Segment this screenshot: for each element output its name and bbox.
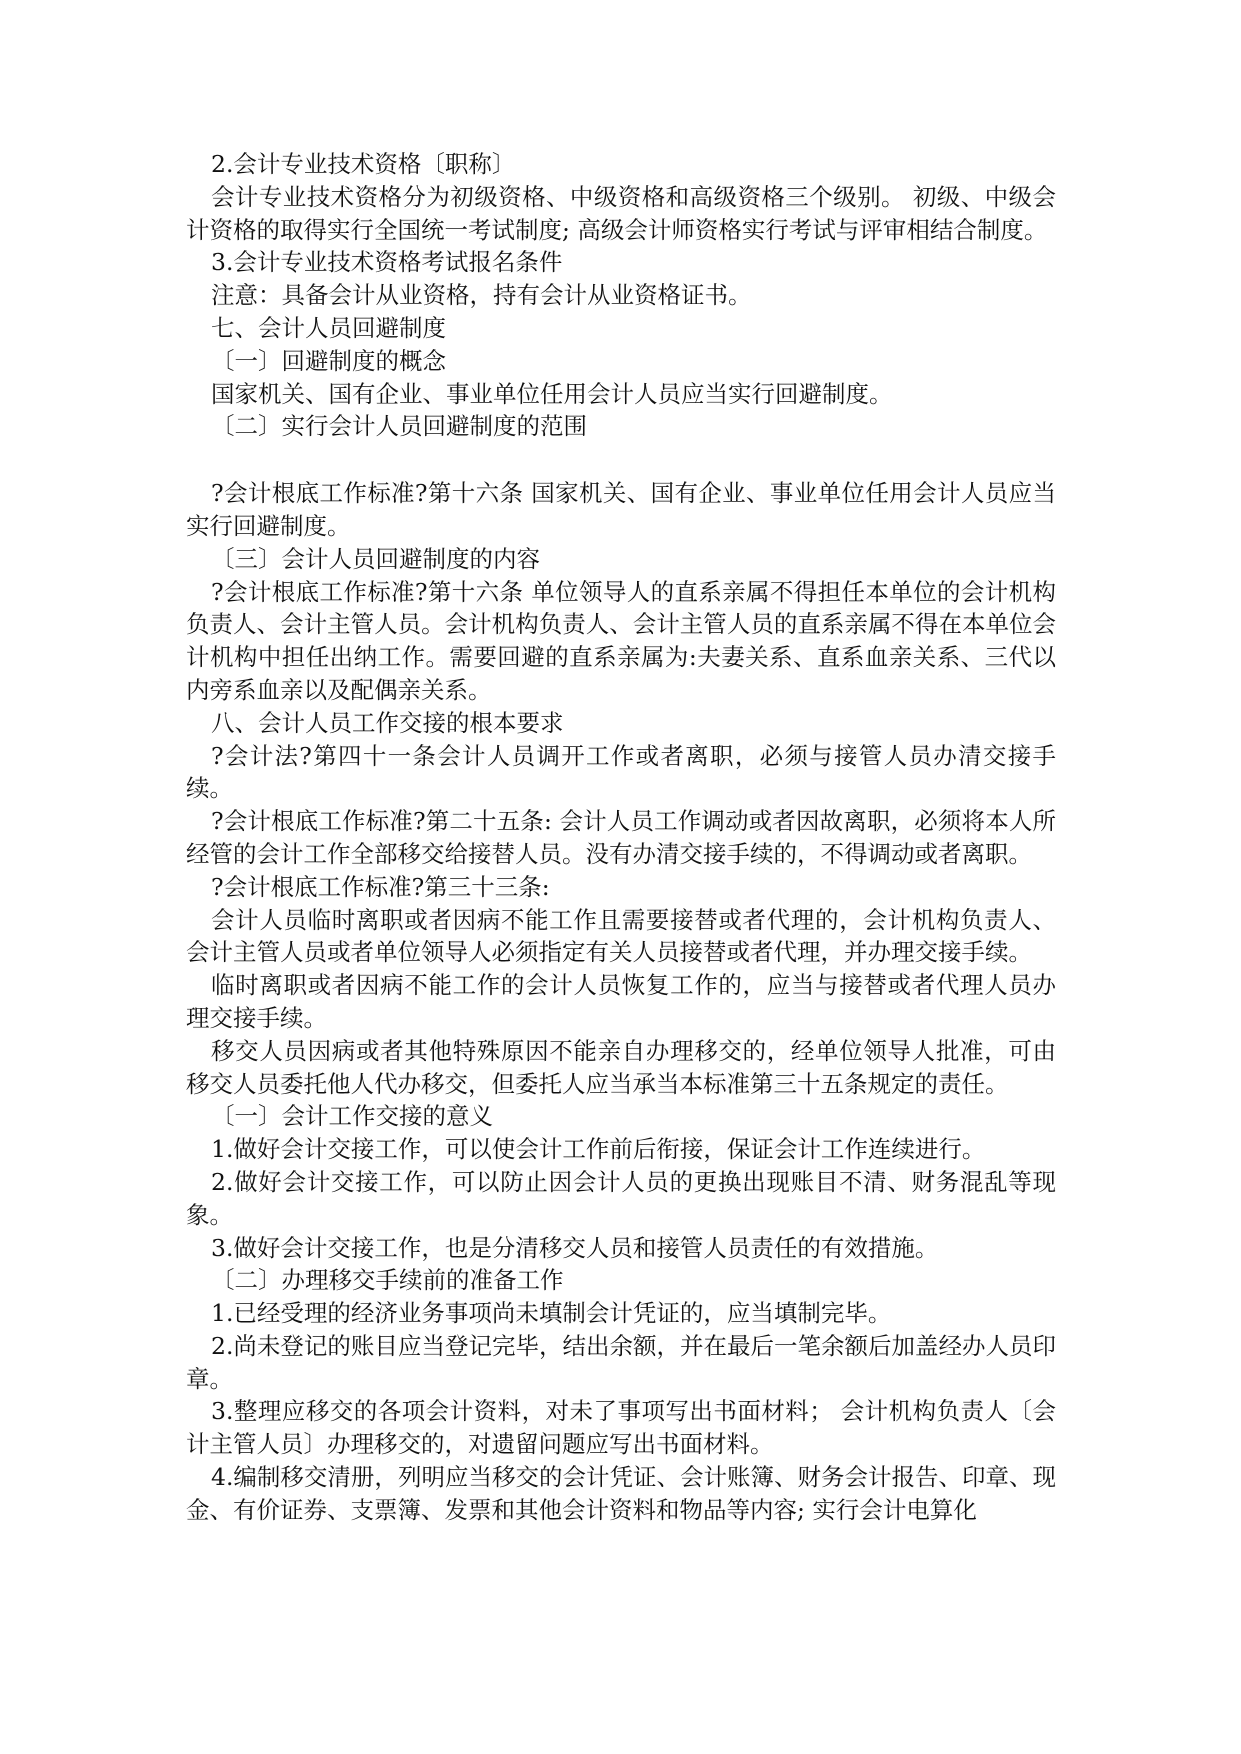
- paragraph-temporary-leave: 会计人员临时离职或者因病不能工作且需要接替或者代理的，会计机构负责人、会计主管人员或者单位领导人必须指定有关人员接替或者代理，并办理交接手续。: [186, 905, 1056, 967]
- paragraph-article-25: ?会计根底工作标准?第二十五条: 会计人员工作调动或者因故离职，必须将本人所经管的会计工作全部移交给接替人员。没有办清交接手续的，不得调动或者离职。: [186, 807, 1056, 868]
- paragraph-delegated-handover: 移交人员因病或者其他特殊原因不能亲自办理移交的，经单位领导人批准，可由移交人员委托他人代办移交，但委托人应当承当本标准第三十五条规定的责任。: [186, 1036, 1056, 1098]
- list-item-preparation-3: 3.整理应移交的各项会计资料，对未了事项写出书面材料； 会计机构负责人〔会计主管人员〕办理移交的，对遗留问题应写出书面材料。: [186, 1397, 1056, 1459]
- paragraph-avoidance-concept: 国家机关、国有企业、事业单位任用会计人员应当实行回避制度。: [211, 379, 893, 408]
- heading-section-eight: 八、会计人员工作交接的根本要求: [211, 708, 564, 737]
- list-item-preparation-1: 1.已经受理的经济业务事项尚未填制会计凭证的，应当填制完毕。: [211, 1299, 892, 1328]
- paragraph-article-16-scope: ?会计根底工作标准?第十六条 国家机关、国有企业、事业单位任用会计人员应当实行回避制度。: [186, 479, 1056, 540]
- list-item-significance-1: 1.做好会计交接工作，可以使会计工作前后衔接，保证会计工作连续进行。: [211, 1135, 986, 1164]
- paragraph-note: 注意：具备会计从业资格，持有会计从业资格证书。: [211, 281, 752, 310]
- paragraph-article-16-content: ?会计根底工作标准?第十六条 单位领导人的直系亲属不得担任本单位的会计机构负责人、会计主管人员。会计机构负责人、会计主管人员的直系亲属不得在本单位会计机构中担任出纳工作。需要回避的直系亲属为:夫妻关系、直系血亲关系、三代以内旁系血亲以及配偶亲关系。: [186, 577, 1056, 704]
- paragraph-article-33-title: ?会计根底工作标准?第三十三条:: [211, 872, 550, 901]
- blank-line: [186, 443, 1056, 477]
- subheading-avoidance-content: 〔三〕会计人员回避制度的内容: [211, 544, 540, 573]
- list-item-preparation-2: 2.尚未登记的账目应当登记完毕，结出余额，并在最后一笔余额后加盖经办人员印章。: [186, 1331, 1056, 1393]
- list-item-significance-2: 2.做好会计交接工作，可以防止因会计人员的更换出现账目不清、财务混乱等现象。: [186, 1167, 1056, 1229]
- heading-accounting-qualification: 2.会计专业技术资格〔职称〕: [211, 150, 516, 178]
- heading-exam-conditions: 3.会计专业技术资格考试报名条件: [211, 248, 563, 277]
- paragraph-article-41: ?会计法?第四十一条会计人员调开工作或者离职，必须与接管人员办清交接手续。: [186, 741, 1056, 803]
- paragraph-return-to-work: 临时离职或者因病不能工作的会计人员恢复工作的，应当与接替或者代理人员办理交接手续。: [186, 971, 1056, 1032]
- paragraph-qualification-levels: 会计专业技术资格分为初级资格、中级资格和高级资格三个级别。 初级、中级会计资格的取得实行全国统一考试制度; 高级会计师资格实行考试与评审相结合制度。: [186, 182, 1056, 244]
- list-item-significance-3: 3.做好会计交接工作，也是分清移交人员和接管人员责任的有效措施。: [211, 1233, 939, 1262]
- subheading-preparation-work: 〔二〕办理移交手续前的准备工作: [211, 1266, 564, 1295]
- heading-section-seven: 七、会计人员回避制度: [211, 313, 446, 342]
- subheading-avoidance-scope: 〔二〕实行会计人员回避制度的范围: [211, 412, 587, 441]
- list-item-preparation-4: 4.编制移交清册，列明应当移交的会计凭证、会计账簿、财务会计报告、印章、现金、有价证券、支票簿、发票和其他会计资料和物品等内容; 实行会计电算化: [186, 1463, 1056, 1524]
- subheading-handover-significance: 〔一〕会计工作交接的意义: [211, 1102, 493, 1131]
- document-page: [186, 148, 1056, 1527]
- subheading-avoidance-concept: 〔一〕回避制度的概念: [211, 346, 446, 375]
